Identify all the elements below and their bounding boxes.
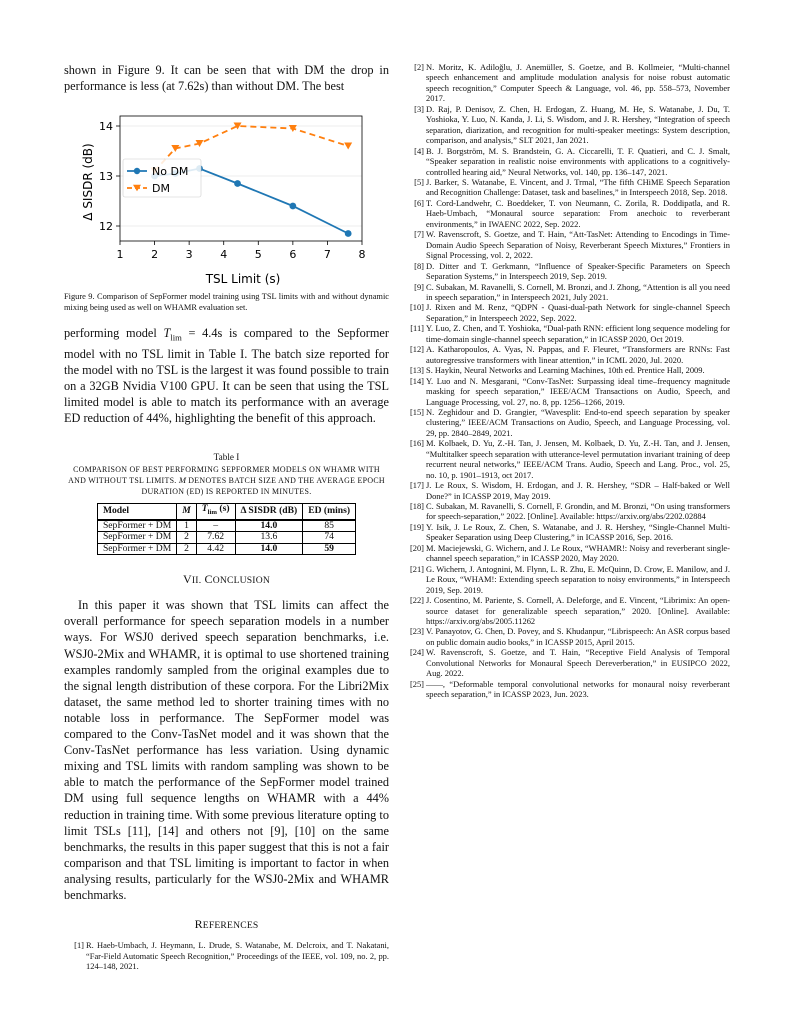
data-point: [344, 143, 352, 150]
reference-number: [23]: [409, 626, 424, 637]
cell: 14.0: [235, 520, 303, 532]
x-tick-label: 3: [185, 248, 193, 262]
reference-text: Y. Isik, J. Le Roux, Z. Chen, S. Watanabe, and J. R. Hershey, “Single-Channel Multi-Speaker Separation using Deep Clustering,” in ICASSP 2016, Sep. 2016.: [426, 521, 730, 543]
reference-item: [404, 679, 730, 700]
data-point: [234, 180, 241, 187]
table-caption: COMPARISON OF BEST PERFORMING SEPFORMER MODELS ON WHAMR WITH AND WITHOUT TSL LIMITS. M DENOTES BATCH SIZE AND THE AVERAGE EPOCH DURATION (ED) IS REPORTED IN MINUTES.: [68, 465, 385, 497]
cell: 14.0: [235, 543, 303, 555]
conclusion-title: VII. CONCLUSION: [183, 572, 270, 587]
reference-number: [18]: [409, 501, 424, 512]
reference-item: [404, 595, 730, 626]
performing-paragraph: performing model $T_{lim} = 4.4s$ is compared to the Sepformer model with no TSL limit in Table I. The batch size reported for the model with no TSL is the largest it was found possible to train on a 32GB Nvidia V100 GPU. It can be seen that using the TSL limited model is able to match its performance with an average ED reduction of 44%, highlighting the benefit of this approach.: [64, 326, 389, 425]
x-tick-label: 8: [358, 248, 366, 262]
cell: 2: [177, 543, 197, 555]
reference-text: C. Subakan, M. Ravanelli, S. Cornell, F. Grondin, and M. Bronzi, “On using transformers for speech-separation,” 2022. [Online]. Available: https://arxiv.org/abs/2202.02884: [426, 501, 730, 522]
reference-list-right: [404, 62, 730, 700]
reference-item: [404, 522, 730, 543]
x-tick-label: 1: [116, 248, 124, 262]
table-row: [97, 543, 355, 555]
reference-number: [11]: [410, 323, 424, 334]
data-point: [345, 230, 352, 237]
legend-label: No DM: [152, 165, 189, 179]
reference-item: [404, 365, 730, 375]
reference-text: Y. Luo and N. Mesgarani, “Conv-TasNet: Surpassing ideal time–frequency magnitude masking for speech separation,” IEEE/ACM Transactions on Audio, Speech, and Language Processing, vol. 27, no. 8, pp. 1256–1266, 2019.: [426, 375, 730, 407]
reference-text: B. J. Borgström, M. S. Brandstein, G. A. Ciccarelli, T. F. Quatieri, and C. J. Smalt, “Speaker separation in realistic noise environments with applications to a cognitively-controlled hearing aid,” Neural Networks, vol. 140, pp. 136–147, 2021.: [426, 145, 730, 177]
reference-item: [64, 940, 389, 971]
reference-item: [404, 564, 730, 595]
reference-item: [404, 438, 730, 480]
reference-text: T. Cord-Landwehr, C. Boeddeker, T. von Neumann, C. Zorila, R. Doddipatla, and R. Haeb-Umbach, “Monaural source separation: From anechoic to reverberant environments,” in IWAENC 2022, Sep. 2022.: [426, 197, 730, 229]
cell: SepFormer + DM: [97, 520, 176, 532]
x-tick-label: 7: [323, 248, 331, 262]
legend: [123, 159, 201, 197]
col-batch: M: [177, 504, 197, 520]
x-tick-label: 4: [220, 248, 228, 262]
legend-label: DM: [152, 182, 170, 196]
x-tick-label: 2: [151, 248, 159, 262]
reference-list-left: [64, 940, 389, 971]
legend-marker: [134, 168, 140, 174]
x-axis-label: TSL Limit (s): [205, 272, 281, 287]
reference-text: M. Maciejewski, G. Wichern, and J. Le Roux, “WHAMR!: Noisy and reverberant single-channel speech separation,” in ICASSP 2020, May 2020.: [426, 542, 730, 564]
reference-item: [404, 302, 730, 323]
reference-item: [404, 261, 730, 282]
reference-item: [404, 323, 730, 344]
right-column: [404, 62, 730, 700]
reference-text: N. Zeghidour and D. Grangier, “Wavesplit: End-to-end speech separation by speaker clustering,” IEEE/ACM Transactions on Audio, Speech, and Language Processing, vol. 29, pp. 2840–2849, 2021.: [426, 406, 730, 438]
reference-text: A. Katharopoulos, A. Vyas, N. Pappas, and F. Fleuret, “Transformers are RNNs: Fast autoregressive transformers with linear attention,” in ICML 2020, Jul. 2020.: [426, 344, 730, 365]
reference-number: [12]: [409, 344, 424, 355]
references-title: REFERENCES: [194, 917, 259, 932]
reference-text: R. Haeb-Umbach, J. Heymann, L. Drude, S. Watanabe, M. Delcroix, and T. Nakatani, “Far-Field Automatic Speech Recognition,” Proceedings of the IEEE, vol. 109, no. 2, pp. 124–148, 2021.: [86, 940, 389, 971]
reference-item: [404, 229, 730, 260]
data-point: [289, 203, 296, 210]
y-tick-label: 13: [99, 170, 113, 184]
x-tick-label: 5: [254, 248, 262, 262]
reference-number: [22]: [409, 595, 424, 606]
reference-item: [404, 282, 730, 303]
reference-number: [5]: [414, 176, 424, 187]
reference-item: [404, 501, 730, 522]
reference-number: [24]: [409, 647, 424, 658]
y-tick-label: 12: [99, 220, 113, 234]
reference-number: [16]: [409, 438, 424, 449]
cell: 85: [303, 520, 356, 532]
reference-text: S. Haykin, Neural Networks and Learning Machines, 10th ed. Prentice Hall, 2009.: [426, 365, 705, 376]
y-tick-label: 14: [99, 120, 113, 134]
cell: 7.62: [196, 532, 235, 544]
reference-item: [404, 647, 730, 678]
reference-item: [404, 104, 730, 146]
reference-number: [3]: [414, 103, 424, 114]
reference-item: [404, 177, 730, 198]
reference-item: [404, 376, 730, 407]
reference-item: [404, 407, 730, 438]
cell: 1: [177, 520, 197, 532]
reference-item: [404, 543, 730, 564]
reference-number: [10]: [409, 302, 424, 313]
reference-number: [1]: [74, 940, 84, 951]
cell: 4.42: [196, 543, 235, 555]
reference-text: Y. Luo, Z. Chen, and T. Yoshioka, “Dual-path RNN: efficient long sequence modeling for time-domain single-channel speech separation,” in ICASSP 2020, Oct 2019.: [426, 323, 730, 344]
y-axis-label: Δ SISDR (dB): [81, 143, 95, 221]
reference-text: G. Wichern, J. Antognini, M. Flynn, L. R. Zhu, E. McQuinn, D. Crow, E. Manilow, and J. Le Roux, “WHAM!: Extending speech separation to noisy environments,” in Interspeech 2019, Sep. 2019.: [426, 563, 730, 595]
table-row: [97, 532, 355, 544]
reference-item: [404, 344, 730, 365]
reference-text: M. Kolbaek, D. Yu, Z.-H. Tan, J. Jensen, M. Kolbaek, D. Yu, Z.-H. Tan, and J. Jensen, “Multitalker speech separation with utterance-level permutation invariant training of deep recurrent neural networks,” IEEE/ACM Trans. Audio, Speech and Lang. Proc., vol. 25, no. 10, p. 1901–1913, oct 2017.: [426, 438, 730, 480]
reference-number: [25]: [409, 678, 424, 689]
intro-paragraph: shown in Figure 9. It can be seen that with DM the drop in performance is less (at 7.62s) than without DM. The best: [64, 63, 389, 94]
reference-text: W. Ravenscroft, S. Goetze, and T. Hain, “Att-TasNet: Attending to Encodings in Time-Domain Audio Speech Separation of Noisy, Reverberant Speech Mixtures,” Frontiers in Signal Processing, vol. 2, 2022.: [426, 229, 730, 261]
col-tlim: $T_{lim}$ (s): [196, 504, 235, 520]
reference-text: W. Ravenscroft, S. Goetze, and T. Hain, “Receptive Field Analysis of Temporal Convolutional Networks for Monaural Speech Dereverberation,” in EUSIPCO 2022, Aug. 2022.: [426, 647, 730, 679]
reference-item: [404, 198, 730, 229]
reference-number: [7]: [414, 229, 424, 240]
reference-number: [6]: [414, 197, 424, 208]
cell: SepFormer + DM: [97, 532, 176, 544]
col-ed: ED (mins): [303, 504, 356, 520]
cell: SepFormer + DM: [97, 543, 176, 555]
reference-number: [2]: [414, 62, 424, 72]
reference-text: J. Le Roux, S. Wisdom, H. Erdogan, and J. R. Hershey, “SDR – Half-baked or Well Done?” in ICASSP 2019, May 2019.: [426, 480, 730, 501]
results-table: [97, 503, 356, 555]
reference-text: D. Ditter and T. Gerkmann, “Influence of Speaker-Specific Parameters on Speech Separation Systems,” in Interspeech 2019, Sep. 2019.: [426, 260, 730, 282]
reference-number: [17]: [409, 480, 424, 491]
reference-number: [14]: [409, 375, 424, 386]
cell: 2: [177, 532, 197, 544]
conclusion-text: In this paper it was shown that TSL limits can affect the overall performance for speech separation models in a number ways. For WSJ0 derived speech separation benchmarks, i.e. WSJ0-2Mix and WHAMR, it is optimal to use shortened training examples randomly sampled from the original examples due to the signal length distribution of these corpora. For the Libri2Mix dataset, the same method led to shorter training times with no notable loss in performance. The SepFormer model was compared to the Conv-TasNet model and it was shown that the Conv-TasNet performance has less variation. Using dynamic mixing and TSL limits with random sampling was shown to be able to match the performance of the SepFormer model trained DM using full sequence lengths on WHAMR with a 44% reduction in training time. With some previous literature opting to limit TSLs [11], [14] and others not [9], [10] on the same benchmarks, the results in this paper suggest that this is not a fair comparison and that TSL limiting is important to factor in when analysing results, particularly for the WSJ0-2Mix and WHAMR benchmarks.: [64, 598, 389, 902]
reference-number: [9]: [414, 281, 424, 292]
reference-number: [13]: [409, 365, 424, 376]
reference-number: [20]: [409, 542, 424, 553]
figure-caption: Figure 9. Comparison of SepFormer model training using TSL limits with and without dynamic mixing being used as well on WHAMR evaluation set.: [64, 292, 389, 312]
reference-text: N. Moritz, K. Adiloğlu, J. Anemüller, S. Goetze, and B. Kollmeier, “Multi-channel speech enhancement and amplitude modulation analysis for noise robust automatic speech recognition,” Computer Speech & Language, vol. 46, pp. 558–573, November 2017.: [426, 62, 730, 104]
table-label: Table I: [213, 452, 240, 463]
cell: 59: [303, 543, 356, 555]
reference-number: [15]: [409, 406, 424, 417]
reference-text: D. Raj, P. Denisov, Z. Chen, H. Erdogan, Z. Huang, M. He, S. Watanabe, J. Du, T. Yoshioka, Y. Luo, N. Kanda, J. Li, S. Wisdom, and J. R. Hershey, “Integration of speech separation, diarization, and recognition for multi-speaker meetings: System description, comparison, and analysis,” SLT 2021, Jan 2021.: [426, 103, 730, 146]
reference-text: J. Rixen and M. Renz, “QDPN - Quasi-dual-path Network for single-channel Speech Separation,” in Interspeech 2022, Sep. 2022.: [426, 302, 730, 323]
figure-9: [64, 94, 389, 290]
reference-number: [4]: [414, 145, 424, 156]
table-row: [97, 520, 355, 532]
col-sisdr: Δ SISDR (dB): [235, 504, 303, 520]
reference-text: V. Panayotov, G. Chen, D. Povey, and S. Khudanpur, “Librispeech: An ASR corpus based on public domain audio books,” in ICASSP 2015, April 2015.: [426, 626, 730, 647]
x-tick-label: 6: [289, 248, 297, 262]
reference-number: [21]: [409, 563, 424, 574]
reference-text: J. Cosentino, M. Pariente, S. Cornell, A. Deleforge, and E. Vincent, “Librimix: An open-source dataset for generalizable speech separation,” 2020. [Online]. Available: https://arxiv.org/abs/2005.11262: [426, 595, 730, 627]
reference-number: [8]: [414, 260, 424, 271]
left-column: [64, 62, 389, 971]
reference-number: [19]: [409, 521, 424, 532]
reference-item: [404, 626, 730, 647]
table-header-row: [97, 504, 355, 520]
reference-text: C. Subakan, M. Ravanelli, S. Cornell, M. Bronzi, and J. Zhong, “Attention is all you need in speech separation,” in Interspeech 2021, July 2021.: [426, 281, 730, 302]
reference-item: [404, 480, 730, 501]
col-model: Model: [97, 504, 176, 520]
reference-item: [404, 62, 730, 104]
cell: 74: [303, 532, 356, 544]
reference-text: J. Barker, S. Watanabe, E. Vincent, and J. Trmal, “The fifth CHiME Speech Separation and Recognition Challenge: Dataset, task and baselines,” in Interspeech 2018, Sep. 2018.: [426, 176, 730, 198]
cell: –: [196, 520, 235, 532]
reference-item: [404, 146, 730, 177]
cell: 13.6: [235, 532, 303, 544]
line-chart: [64, 94, 389, 290]
reference-text: ——, “Deformable temporal convolutional networks for monaural noisy reverberant speech separation,” in ICASSP 2023, Jun. 2023.: [426, 678, 730, 700]
